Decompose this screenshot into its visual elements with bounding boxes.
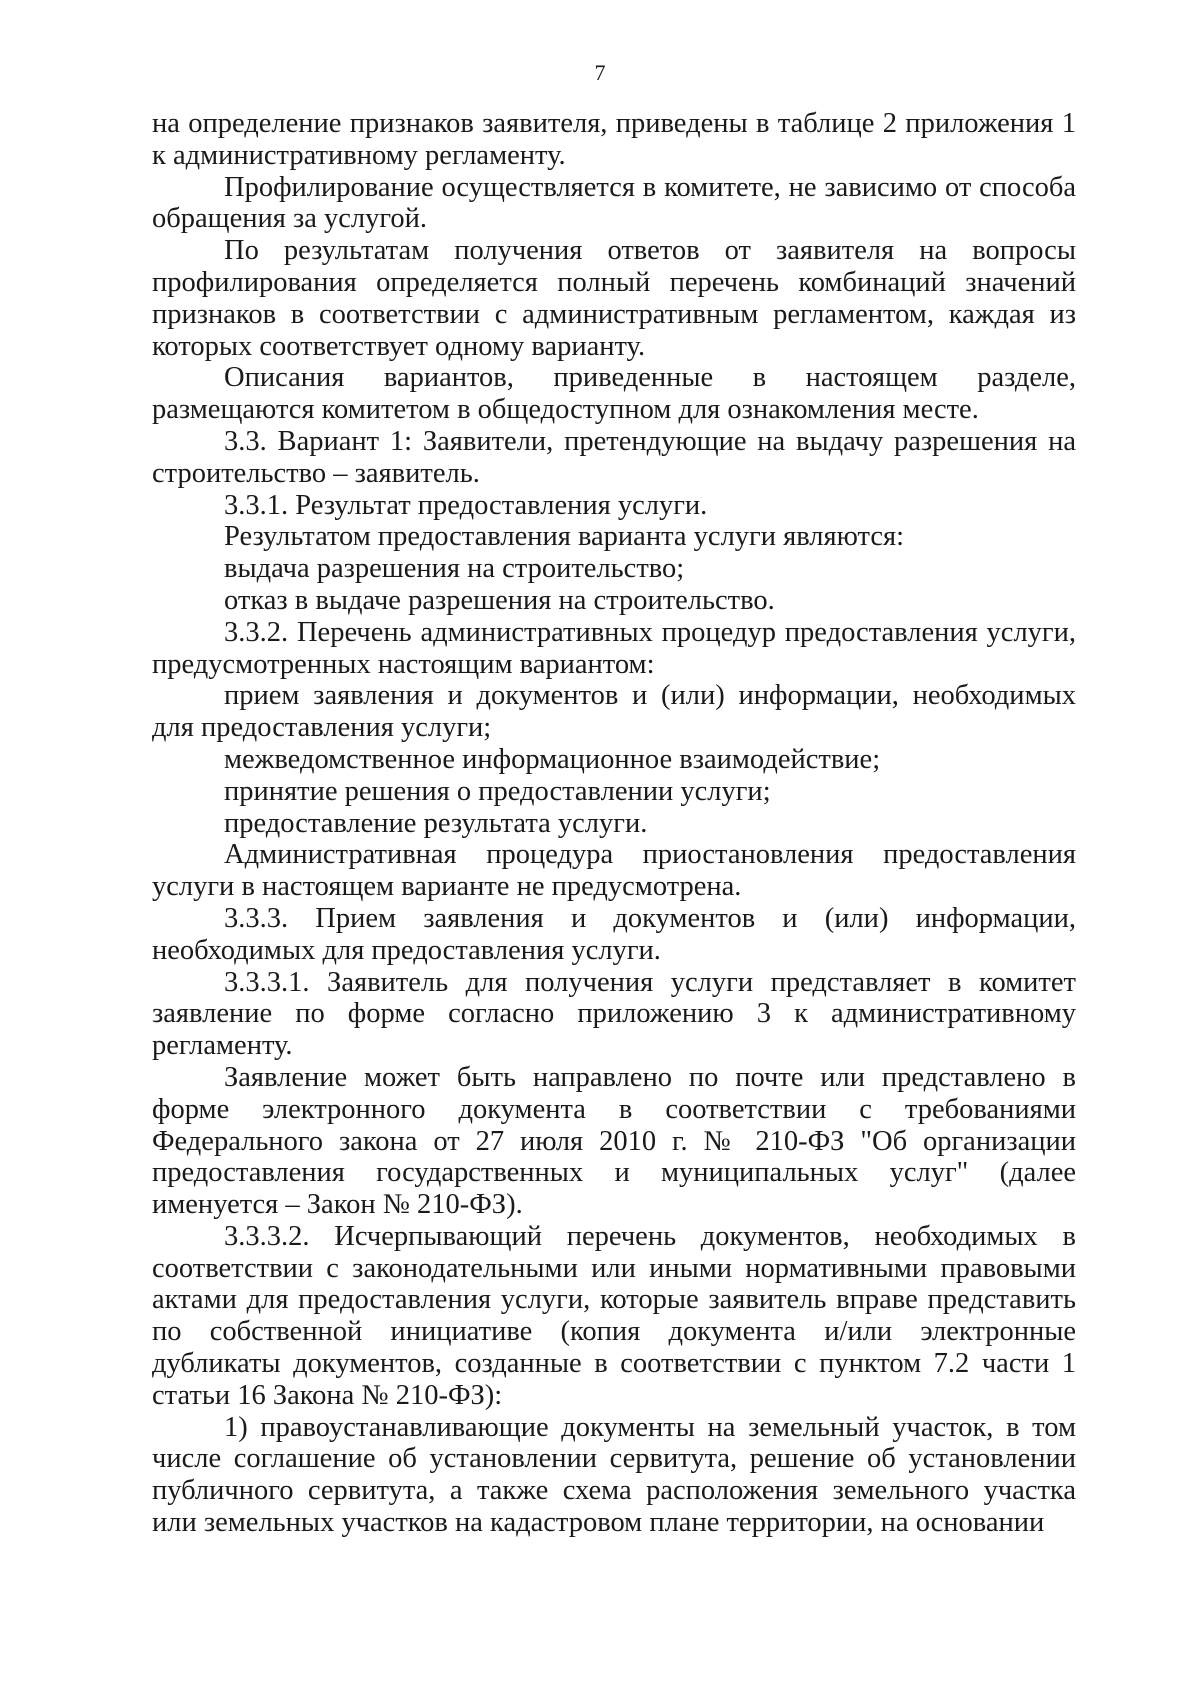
page-number: 7	[594, 60, 606, 85]
list-item-result: предоставление результата услуги.	[224, 807, 648, 839]
list-item-interagency: межведомственное информационное взаимодействие;	[224, 743, 881, 775]
paragraph-result-intro: Результатом предоставления варианта услуги являются:	[224, 521, 905, 553]
list-item-reception: прием заявления и документов и (или) информации, необходимых для предоставления услуги;	[152, 680, 1076, 744]
section-3-3-2-heading: 3.3.2. Перечень административных процедур предоставления услуги, предусмотренных настоящим вариантом:	[152, 616, 1076, 680]
paragraph-suspension: Административная процедура приостановления предоставления услуги в настоящем варианте не предусмотрена.	[152, 839, 1076, 903]
section-3-3-heading: 3.3. Вариант 1: Заявители, претендующие на выдачу разрешения на строительство – заявитель.	[152, 425, 1076, 489]
paragraph-1: на определение признаков заявителя, приведены в таблице 2 приложения 1 к административному регламенту.	[152, 108, 1076, 171]
list-item-issue-permit: выдача разрешения на строительство;	[224, 553, 685, 585]
page-body	[152, 108, 1076, 1539]
section-3-3-3-1: 3.3.3.1. Заявитель для получения услуги представляет в комитет заявление по форме согласно приложению 3 к административному регламенту.	[152, 966, 1076, 1062]
section-3-3-3-heading: 3.3.3. Прием заявления и документов и (или) информации, необходимых для предоставления услуги.	[152, 902, 1076, 966]
section-3-3-3-2: 3.3.3.2. Исчерпывающий перечень документов, необходимых в соответствии с законодательными или иными нормативными правовыми актами для предоставления услуги, которые заявитель вправе представить по собственной инициативе (копия документа и/или электронные дубликаты документов, созданные в соответствии с пунктом 7.2 части 1 статьи 16 Закона № 210-ФЗ):	[152, 1220, 1076, 1411]
list-item-refusal: отказ в выдаче разрешения на строительство.	[224, 584, 775, 616]
paragraph-3: По результатам получения ответов от заявителя на вопросы профилирования определяется полный перечень комбинаций значений признаков в соответствии с административным регламентом, каждая из которых соответствует одному варианту.	[152, 235, 1076, 362]
paragraph-application-submission: Заявление может быть направлено по почте или представлено в форме электронного документа в соответствии с требованиями Федерального закона от 27 июля 2010 г. № 210-ФЗ "Об организации предоставления государственных и муниципальных услуг" (далее именуется – Закон № 210-ФЗ).	[152, 1061, 1076, 1221]
paragraph-4: Описания вариантов, приведенные в настоящем разделе, размещаются комитетом в общедоступном для ознакомления месте.	[152, 362, 1076, 426]
list-item-1-title-documents: 1) правоустанавливающие документы на земельный участок, в том числе соглашение об установлении сервитута, решение об установлении публичного сервитута, а также схема расположения земельного участка или земельных участков на кадастровом плане территории, на основании	[152, 1411, 1076, 1539]
section-3-3-1-heading: 3.3.1. Результат предоставления услуги.	[224, 489, 708, 521]
list-item-decision: принятие решения о предоставлении услуги;	[224, 775, 771, 807]
paragraph-2: Профилирование осуществляется в комитете, не зависимо от способа обращения за услугой.	[152, 171, 1076, 235]
